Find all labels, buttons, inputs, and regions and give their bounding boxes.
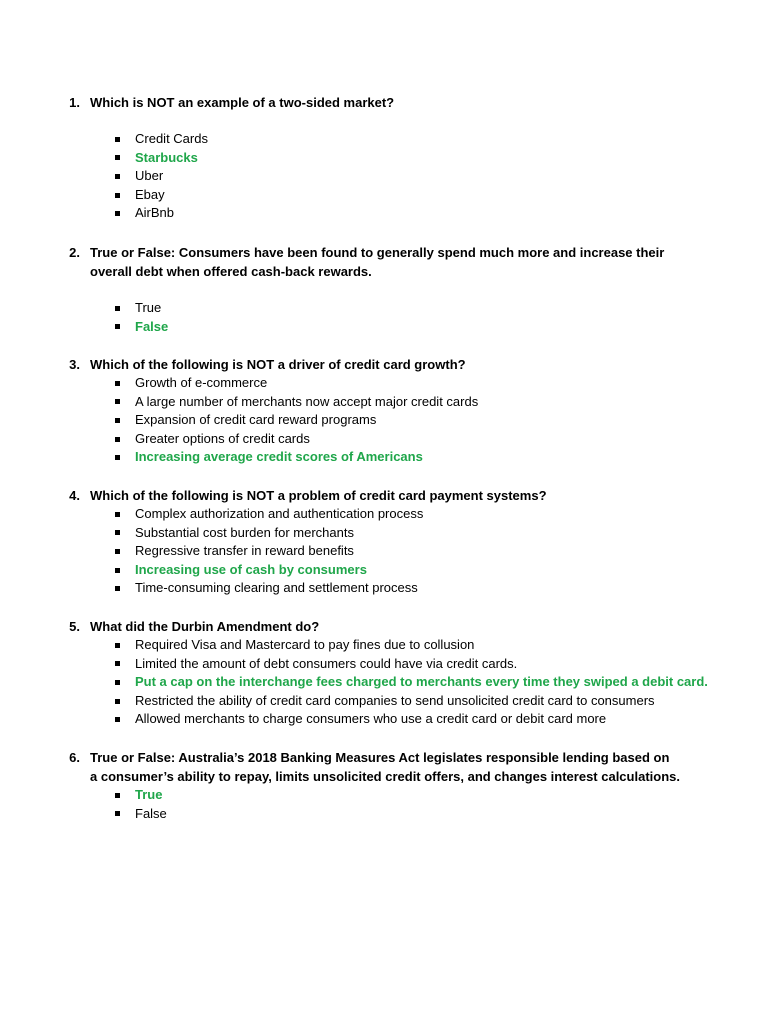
option-item bbox=[0, 505, 768, 524]
option-item bbox=[0, 805, 768, 824]
option-item bbox=[0, 299, 768, 318]
option-label: False bbox=[135, 805, 167, 821]
square-bullet-icon bbox=[115, 717, 120, 722]
square-bullet-icon bbox=[115, 455, 120, 460]
option-item bbox=[0, 430, 768, 449]
square-bullet-icon bbox=[115, 418, 120, 423]
square-bullet-icon bbox=[115, 306, 120, 311]
square-bullet-icon bbox=[115, 211, 120, 216]
square-bullet-icon bbox=[115, 793, 120, 798]
option-item bbox=[0, 374, 768, 393]
square-bullet-icon bbox=[115, 437, 120, 442]
option-item bbox=[0, 579, 768, 598]
square-bullet-icon bbox=[115, 530, 120, 535]
square-bullet-icon bbox=[115, 699, 120, 704]
option-list bbox=[0, 505, 768, 598]
option-item bbox=[0, 204, 768, 223]
option-item bbox=[0, 655, 768, 674]
option-item bbox=[0, 636, 768, 655]
option-label: Substantial cost burden for merchants bbox=[135, 524, 354, 540]
square-bullet-icon bbox=[115, 381, 120, 386]
option-label: Uber bbox=[135, 168, 164, 184]
question-2 bbox=[0, 243, 768, 336]
option-item bbox=[0, 542, 768, 561]
square-bullet-icon bbox=[115, 661, 120, 666]
option-list bbox=[0, 786, 768, 823]
question-text: Which of the following is NOT a problem of credit card payment systems? bbox=[90, 488, 547, 503]
question-text: True or False: Consumers have been found to generally spend much more and increase their overall debt when offered cash-back rewards. bbox=[90, 245, 665, 279]
option-label: Expansion of credit card reward programs bbox=[135, 412, 377, 428]
question-3 bbox=[0, 355, 768, 467]
option-label: False bbox=[135, 318, 169, 334]
square-bullet-icon bbox=[115, 174, 120, 179]
square-bullet-icon bbox=[115, 193, 120, 198]
option-item-correct bbox=[0, 448, 768, 467]
option-label: Increasing average credit scores of Americans bbox=[135, 449, 423, 465]
question-number: 5. bbox=[69, 619, 80, 634]
square-bullet-icon bbox=[115, 549, 120, 554]
option-label: Restricted the ability of credit card companies to send unsolicited credit card to consumers bbox=[135, 692, 655, 708]
option-label: Complex authorization and authentication process bbox=[135, 506, 424, 521]
option-label: AirBnb bbox=[135, 205, 175, 221]
option-label: Growth of e-commerce bbox=[135, 375, 268, 390]
option-item-correct bbox=[0, 318, 768, 337]
option-label: Regressive transfer in reward benefits bbox=[135, 543, 354, 559]
square-bullet-icon bbox=[115, 680, 120, 685]
option-label: Limited the amount of debt consumers could have via credit cards. bbox=[135, 655, 518, 671]
question-6 bbox=[0, 748, 768, 823]
question-text: What did the Durbin Amendment do? bbox=[90, 619, 320, 634]
option-label: A large number of merchants now accept major credit cards bbox=[135, 393, 479, 409]
square-bullet-icon bbox=[115, 324, 120, 329]
question-number: 2. bbox=[69, 245, 80, 260]
option-label: Allowed merchants to charge consumers who use a credit card or debit card more bbox=[135, 711, 607, 727]
option-item bbox=[0, 130, 768, 149]
option-list bbox=[0, 374, 768, 467]
question-number: 6. bbox=[69, 750, 80, 765]
question-number: 4. bbox=[69, 488, 80, 503]
option-label: Time-consuming clearing and settlement process bbox=[135, 580, 418, 596]
option-item bbox=[0, 167, 768, 186]
option-label: Credit Cards bbox=[135, 131, 208, 146]
option-item bbox=[0, 411, 768, 430]
square-bullet-icon bbox=[115, 568, 120, 573]
option-item bbox=[0, 186, 768, 205]
option-item-correct bbox=[0, 786, 768, 805]
option-label: Starbucks bbox=[135, 149, 198, 165]
question-text: Which is NOT an example of a two-sided market? bbox=[90, 95, 395, 110]
question-1 bbox=[0, 93, 768, 223]
question-number: 1. bbox=[69, 95, 80, 110]
option-label: Increasing use of cash by consumers bbox=[135, 561, 367, 577]
option-label: True bbox=[135, 300, 162, 315]
question-number: 3. bbox=[69, 357, 80, 372]
option-item bbox=[0, 710, 768, 729]
option-label: Put a cap on the interchange fees charged to merchants every time they swiped a debit card. bbox=[135, 674, 708, 690]
option-item-correct bbox=[0, 673, 768, 692]
square-bullet-icon bbox=[115, 155, 120, 160]
square-bullet-icon bbox=[115, 512, 120, 517]
option-label: True bbox=[135, 787, 163, 802]
square-bullet-icon bbox=[115, 811, 120, 816]
option-label: Greater options of credit cards bbox=[135, 430, 310, 446]
question-text: True or False: Australia’s 2018 Banking Measures Act legislates responsible lending based on a consumer’s ability to repay, limits unsolicited credit offers, and changes interest calculations. bbox=[90, 750, 680, 784]
option-list bbox=[0, 636, 768, 729]
option-label: Ebay bbox=[135, 186, 165, 202]
option-item-correct bbox=[0, 561, 768, 580]
question-4 bbox=[0, 486, 768, 598]
square-bullet-icon bbox=[115, 586, 120, 591]
option-list bbox=[0, 299, 768, 336]
square-bullet-icon bbox=[115, 137, 120, 142]
option-item-correct bbox=[0, 149, 768, 168]
square-bullet-icon bbox=[115, 643, 120, 648]
option-item bbox=[0, 692, 768, 711]
option-item bbox=[0, 393, 768, 412]
question-text: Which of the following is NOT a driver of credit card growth? bbox=[90, 357, 466, 372]
question-5 bbox=[0, 617, 768, 729]
option-list bbox=[0, 130, 768, 223]
option-item bbox=[0, 524, 768, 543]
option-label: Required Visa and Mastercard to pay fines due to collusion bbox=[135, 637, 475, 652]
square-bullet-icon bbox=[115, 399, 120, 404]
